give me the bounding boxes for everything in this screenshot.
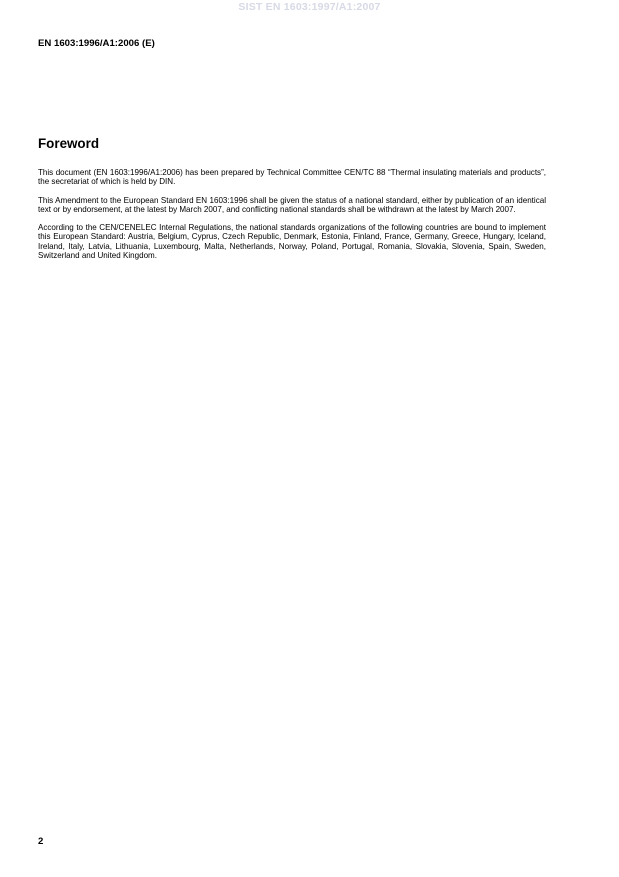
paragraph-status: This Amendment to the European Standard EN 1603:1996 shall be given the status of a national standard, either by publication of an identical text or by endorsement, at the latest by March 2007, and conflicting national standards shall be withdrawn at the latest by March 2007.: [38, 195, 546, 214]
watermark-text: SIST EN 1603:1997/A1:2007: [238, 1, 381, 13]
foreword-body: [38, 168, 546, 269]
section-heading: Foreword: [38, 136, 100, 151]
paragraph-countries: According to the CEN/CENELEC Internal Regulations, the national standards organizations of the following countries are bound to implement this European Standard: Austria, Belgium, Cyprus, Czech Republic, Denmark, Estonia, Finland, France, Germany, Greece, Hungary, Iceland, Ireland, Italy, Latvia, Lithuania, Luxembourg, Malta, Netherlands, Norway, Poland, Portugal, Romania, Slovakia, Slovenia, Spain, Sweden, Switzerland and United Kingdom.: [38, 223, 546, 261]
paragraph-committee: This document (EN 1603:1996/A1:2006) has been prepared by Technical Committee CEN/TC 88 “Thermal insulating materials and products”, the secretariat of which is held by DIN.: [38, 168, 546, 187]
page-number: 2: [38, 836, 44, 847]
document-identifier: EN 1603:1996/A1:2006 (E): [38, 38, 155, 49]
